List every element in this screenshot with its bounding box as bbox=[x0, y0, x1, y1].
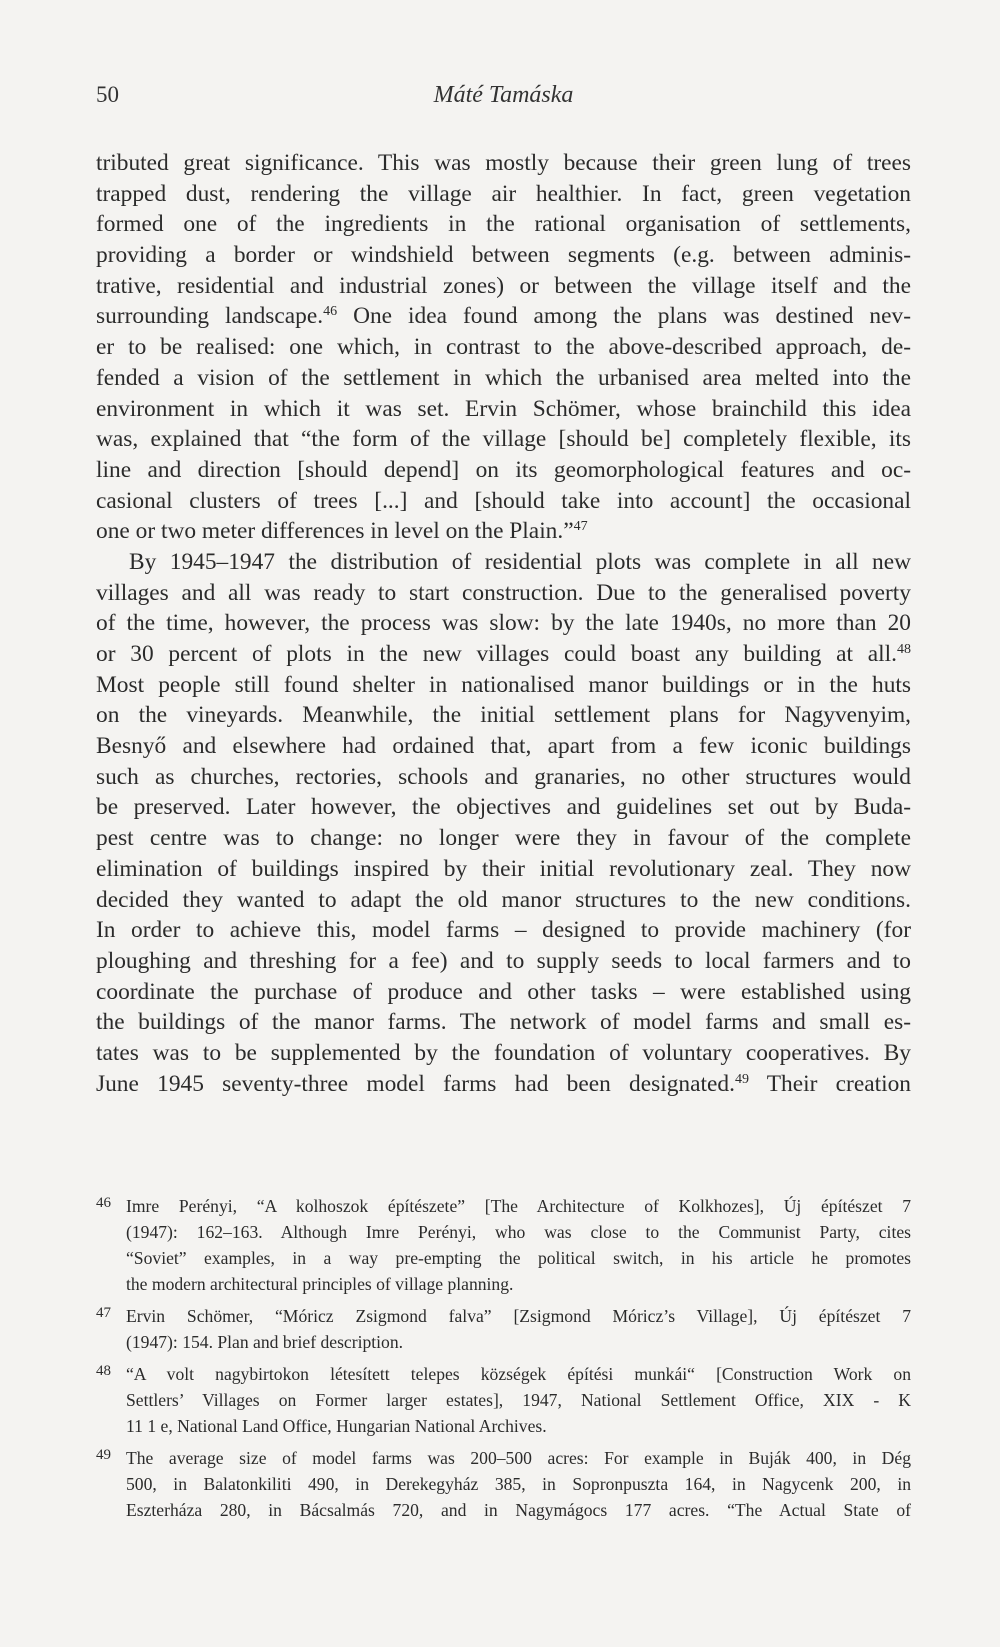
footnote-line: (1947): 162–163. Although Imre Perényi, who was close to the Communist Party, cites bbox=[126, 1222, 911, 1242]
main-text bbox=[96, 148, 911, 1099]
text-line: tributed great significance. This was mostly because their green lung of trees bbox=[96, 150, 911, 176]
footnote-line: Imre Perényi, “A kolhoszok építészete” [The Architecture of Kolkhozes], Új építészet 7 bbox=[126, 1196, 911, 1216]
text-line: or 30 percent of plots in the new villages could boast any building at all.$^{48}$ bbox=[96, 641, 911, 667]
page-number: 50 bbox=[96, 82, 119, 107]
text-line: one or two meter differences in level on the Plain.”$^{47}$ bbox=[96, 518, 588, 545]
text-line: coordinate the purchase of produce and other tasks – were established using bbox=[96, 978, 911, 1005]
text-line: In order to achieve this, model farms – designed to provide machinery (for bbox=[96, 917, 911, 944]
footnote-line: Eszterháza 280, in Bácsalmás 720, and in Nagymágocs 177 acres. “The Actual State of bbox=[126, 1500, 911, 1520]
text-line: of the time, however, the process was slow: by the late 1940s, no more than 20 bbox=[96, 610, 911, 637]
footnote-line: the modern architectural principles of village planning. bbox=[126, 1274, 514, 1294]
text-line: be preserved. Later however, the objectives and guidelines set out by Buda- bbox=[96, 794, 911, 821]
paragraph bbox=[96, 547, 911, 1099]
footnote-line: 11 1 e, National Land Office, Hungarian National Archives. bbox=[126, 1416, 547, 1436]
text-line: line and direction [should depend] on its geomorphological features and oc- bbox=[96, 456, 911, 483]
paragraph bbox=[96, 148, 911, 547]
text-line: such as churches, rectories, schools and granaries, no other structures would bbox=[96, 763, 911, 790]
text-line: providing a border or windshield between segments (e.g. between adminis- bbox=[96, 242, 911, 269]
footnote-line: Settlers’ Villages on Former larger estates], 1947, National Settlement Office, XIX - K bbox=[126, 1390, 911, 1410]
footnote-number: 47 bbox=[96, 1305, 111, 1321]
text-line: pest centre was to change: no longer were they in favour of the complete bbox=[96, 825, 911, 852]
text-line: villages and all was ready to start construction. Due to the generalised poverty bbox=[96, 579, 911, 606]
footnote-line: “A volt nagybirtokon létesített telepes községek építési munkái“ [Construction Work on bbox=[126, 1364, 911, 1384]
running-head-author: Máté Tamáska bbox=[433, 82, 574, 108]
footnote-line: The average size of model farms was 200–500 acres: For example in Buják 400, in Dég bbox=[126, 1448, 911, 1468]
text-line: casional clusters of trees [...] and [should take into account] the occasional bbox=[96, 487, 911, 514]
footnote-ref: 46 bbox=[323, 304, 338, 320]
footnote-ref: 49 bbox=[734, 1071, 749, 1087]
footnote-ref: 48 bbox=[897, 642, 911, 657]
text-line: the buildings of the manor farms. The network of model farms and small es- bbox=[96, 1009, 911, 1036]
footnote-ref: 47 bbox=[573, 519, 588, 535]
footnote-number: 46 bbox=[96, 1195, 111, 1211]
text-line: surrounding landscape.$^{46}$ One idea found among the plans was destined nev- bbox=[96, 303, 911, 330]
footnote-number: 49 bbox=[96, 1447, 111, 1463]
text-line: By 1945–1947 the distribution of residential plots was complete in all new bbox=[129, 548, 911, 575]
text-line: ploughing and threshing for a fee) and to supply seeds to local farmers and to bbox=[96, 947, 911, 974]
footnote bbox=[96, 1445, 911, 1523]
footnote bbox=[96, 1193, 911, 1297]
text-line: elimination of buildings inspired by their initial revolutionary zeal. They now bbox=[96, 855, 911, 882]
text-line: tates was to be supplemented by the foundation of voluntary cooperatives. By bbox=[96, 1039, 911, 1066]
text-line: Besnyő and elsewhere had ordained that, apart from a few iconic buildings bbox=[96, 733, 911, 760]
footnotes bbox=[96, 1193, 911, 1529]
footnote-line: (1947): 154. Plan and brief description. bbox=[126, 1332, 404, 1352]
text-line: fended a vision of the settlement in which the urbanised area melted into the bbox=[96, 364, 911, 391]
footnote-number: 48 bbox=[96, 1363, 111, 1379]
text-line: decided they wanted to adapt the old manor structures to the new conditions. bbox=[96, 886, 911, 913]
footnote bbox=[96, 1361, 911, 1439]
text-line: was, explained that “the form of the village [should be] completely flexible, its bbox=[96, 426, 911, 453]
text-line: Most people still found shelter in nationalised manor buildings or in the huts bbox=[96, 671, 911, 698]
footnote-line: 500, in Balatonkiliti 490, in Derekegyház 385, in Sopronpuszta 164, in Nagycenk 200, in bbox=[126, 1474, 911, 1494]
text-line: trative, residential and industrial zones) or between the village itself and the bbox=[96, 272, 911, 299]
text-line: June 1945 seventy-three model farms had been designated.$^{49}$ Their creation bbox=[96, 1070, 911, 1097]
text-line: er to be realised: one which, in contrast to the above-described approach, de- bbox=[96, 334, 911, 361]
footnote-line: “Soviet” examples, in a way pre-empting the political switch, in his article he promotes bbox=[126, 1248, 911, 1268]
footnote-line: Ervin Schömer, “Móricz Zsigmond falva” [Zsigmond Móricz’s Village], Új építészet 7 bbox=[126, 1306, 911, 1326]
text-line: trapped dust, rendering the village air healthier. In fact, green vegetation bbox=[96, 180, 911, 207]
footnote bbox=[96, 1303, 911, 1355]
page-header bbox=[96, 82, 911, 118]
text-line: on the vineyards. Meanwhile, the initial settlement plans for Nagyvenyim, bbox=[96, 702, 911, 729]
text-line: formed one of the ingredients in the rational organisation of settlements, bbox=[96, 211, 911, 238]
text-line: environment in which it was set. Ervin Schömer, whose brainchild this idea bbox=[96, 395, 911, 422]
